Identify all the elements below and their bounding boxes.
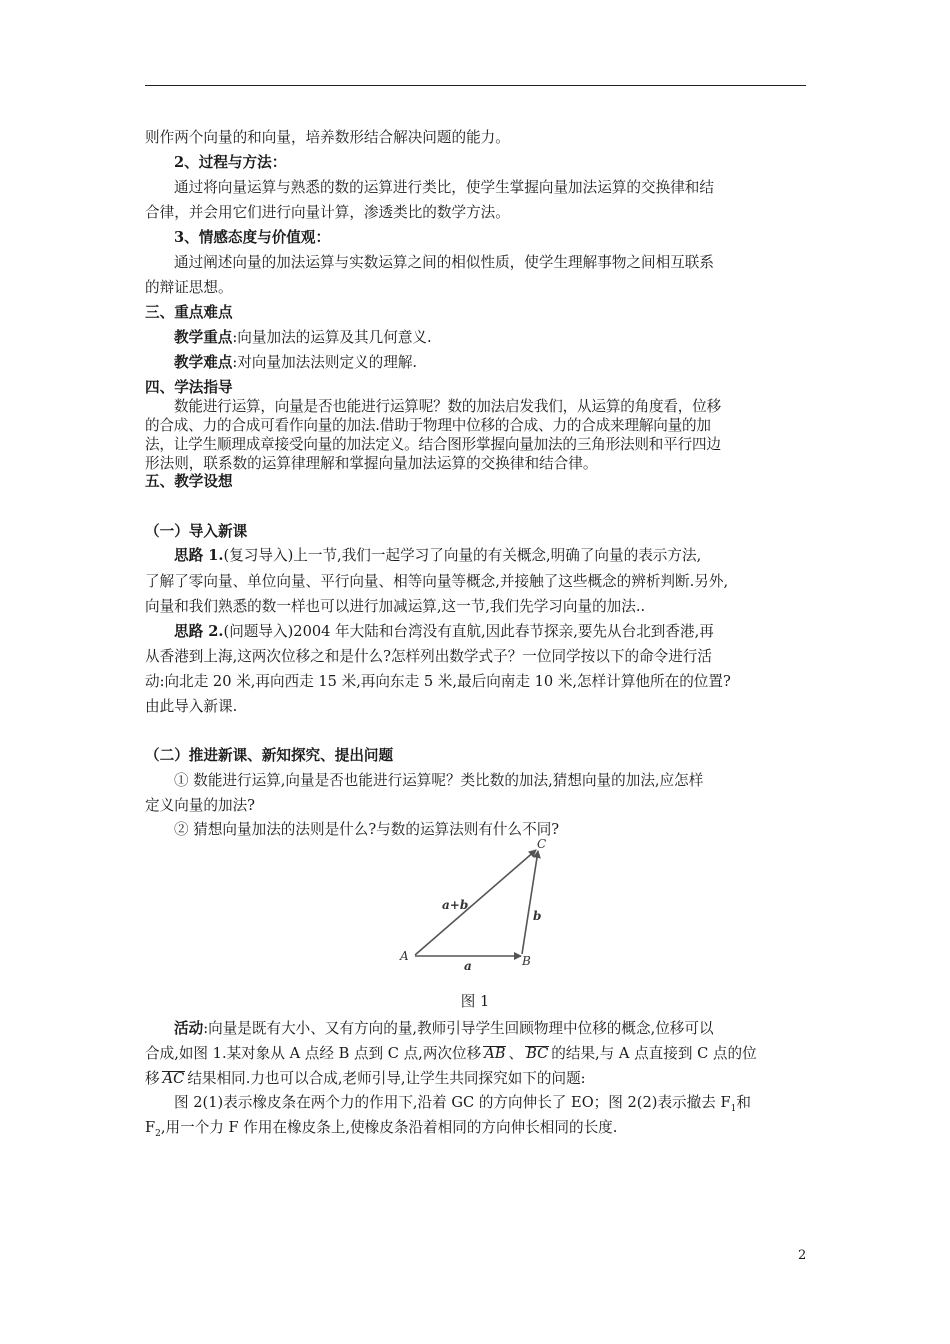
point-a-label: A [400, 949, 409, 963]
idea-label: 思路 1. [174, 547, 224, 564]
text-segment: 图 2(1)表示橡皮条在两个力的作用下,沿着 GC 的方向伸长了 EO；图 2(2)表示撤去 F [174, 1094, 731, 1111]
text-line [174, 1019, 839, 1039]
text-line [145, 1044, 810, 1064]
text-segment: 、 [508, 1045, 524, 1062]
point-b-label: B [522, 954, 531, 968]
idea-text: (复习导入)上一节,我们一起学习了向量的有关概念,明确了向量的表示方法, [223, 547, 702, 564]
key-point-text: :向量加法的运算及其几何意义. [232, 329, 432, 346]
subsection-heading: 3、情感态度与价值观： [174, 229, 331, 246]
text-segment: F [145, 1119, 156, 1136]
text-line: 了解了零向量、单位向量、平行向量、相等向量等概念,并接触了这些概念的辨析判断.另外, [145, 573, 729, 590]
vector-ac: AC [162, 1070, 185, 1087]
text-segment: ,用一个力 F 作用在橡皮条上,使橡皮条沿着相同的方向伸长相同的长度. [160, 1119, 618, 1136]
vector-triangle-figure [396, 836, 556, 970]
text-segment: 的结果,与 A 点直接到 C 点的位 [551, 1045, 757, 1062]
text-line: 动:向北走 20 米,再向西走 15 米,再向东走 5 米,最后向南走 10 米,怎样计算他所在的位置? [145, 673, 731, 690]
activity-text: :向量是既有大小、又有方向的量,教师引导学生回顾物理中位移的概念,位移可以 [203, 1020, 714, 1037]
text-line [145, 1069, 810, 1089]
text-line: 法，让学生顺理成章接受向量的加法定义。结合图形掌握向量加法的三角形法则和平行四边 [145, 436, 721, 453]
text-line: 通过将向量运算与熟悉的数的运算进行类比，使学生掌握向量加法运算的交换律和结 [174, 179, 714, 196]
difficulty-label: 教学难点 [174, 354, 233, 371]
text-line: 定义向量的加法? [145, 797, 255, 814]
section-heading: 五、教学设想 [145, 473, 233, 490]
text-line: 的辩证思想。 [145, 279, 233, 296]
point-c-label: C [537, 837, 547, 851]
subsection-heading: （二）推进新课、新知探究、提出问题 [145, 747, 394, 764]
text-line: 通过阐述向量的加法运算与实数运算之间的相似性质，使学生理解事物之间相互联系 [174, 254, 714, 271]
text-line: 则作两个向量的和向量，培养数形结合解决问题的能力。 [145, 129, 510, 146]
vector-b-label: b [533, 909, 542, 923]
subsection-heading: 2、过程与方法： [174, 154, 287, 171]
text-line: 合律，并会用它们进行向量计算，渗透类比的数学方法。 [145, 204, 510, 221]
text-segment: 结果相同.力也可以合成,老师引导,让学生共同探究如下的问题: [187, 1070, 586, 1087]
text-line [174, 1093, 839, 1119]
subsection-heading: （一）导入新课 [145, 523, 248, 540]
figure-caption: 图 1 [460, 993, 490, 1010]
text-line: ② 猜想向量加法的法则是什么?与数的运算法则有什么不同? [174, 821, 560, 838]
text-line: 数能进行运算，向量是否也能进行运算呢？数的加法启发我们，从运算的角度看，位移 [174, 398, 721, 415]
text-line [145, 1118, 810, 1144]
vector-ab: AB [484, 1045, 506, 1062]
activity-label: 活动 [174, 1020, 204, 1037]
text-segment: 和 [736, 1094, 751, 1111]
text-line [174, 546, 839, 566]
text-segment: 合成,如图 1.某对象从 A 点经 B 点到 C 点,两次位移 [145, 1045, 482, 1062]
key-point-line [174, 328, 839, 348]
section-heading: 三、重点难点 [145, 304, 233, 321]
section-heading: 四、学法指导 [145, 379, 233, 396]
text-line: ① 数能进行运算,向量是否也能进行运算呢？类比数的加法,猜想向量的加法,应怎样 [174, 772, 704, 789]
text-line: 形法则，联系数的运算律理解和掌握向量加法运算的交换律和结合律。 [145, 455, 598, 472]
text-segment: 移 [145, 1070, 160, 1087]
text-line: 向量和我们熟悉的数一样也可以进行加减运算,这一节,我们先学习向量的加法.. [145, 598, 646, 615]
idea-label: 思路 2. [174, 623, 224, 640]
vector-a-label: a [464, 959, 472, 970]
difficulty-line [174, 353, 839, 373]
text-line: 的合成、力的合成可看作向量的加法.借助于物理中位移的合成、力的合成来理解向量的加 [145, 417, 711, 434]
header-rule [145, 85, 806, 86]
text-line [174, 622, 839, 642]
subscript: 2 [155, 1128, 161, 1139]
idea-text: (问题导入)2004 年大陆和台湾没有直航,因此春节探亲,要先从台北到香港,再 [223, 623, 714, 640]
key-point-label: 教学重点 [174, 329, 233, 346]
vector-sum-arrow [415, 850, 536, 955]
page-number: 2 [798, 1248, 807, 1263]
subscript: 1 [730, 1103, 737, 1114]
vector-bc: BC [526, 1045, 549, 1062]
difficulty-text: :对向量加法法则定义的理解. [232, 354, 418, 371]
vector-sum-label: a+b [442, 898, 469, 912]
text-line: 由此导入新课. [145, 698, 238, 715]
text-line: 从香港到上海,这两次位移之和是什么?怎样列出数学式子？一位同学按以下的命令进行活 [145, 648, 713, 665]
vector-b-arrow [522, 851, 538, 954]
